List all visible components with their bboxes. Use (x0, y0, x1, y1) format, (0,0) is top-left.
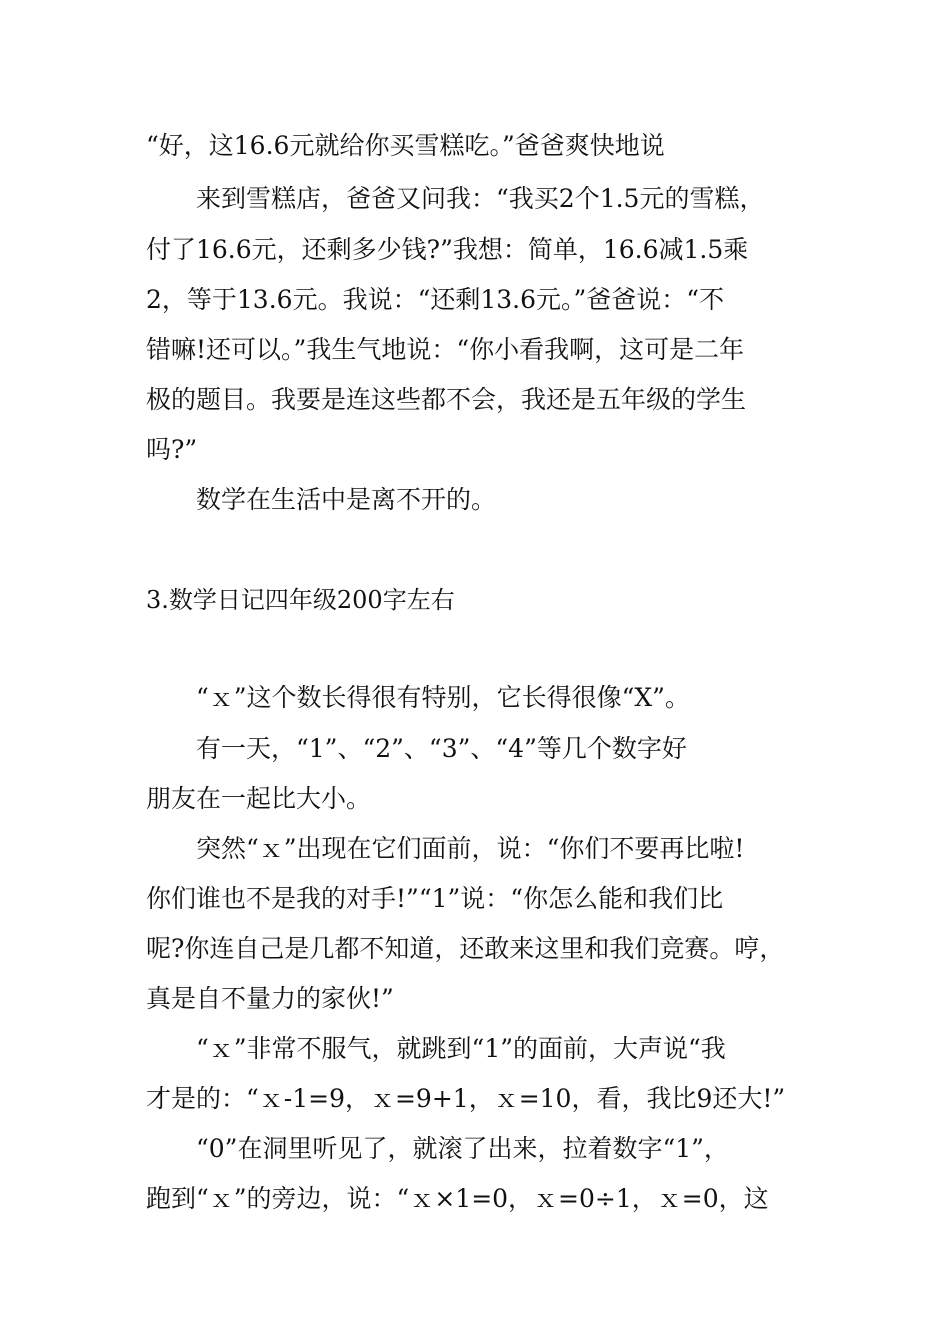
paragraph-line: 来到雪糕店，爸爸又问我：“我买2个1.5元的雪糕， (196, 184, 765, 213)
paragraph-line: 才是的：“ｘ-1=9，ｘ=9+1，ｘ=10，看，我比9还大!” (146, 1084, 786, 1113)
paragraph-line: 你们谁也不是我的对手!”“1”说：“你怎么能和我们比 (146, 884, 724, 913)
paragraph-line: 突然“ｘ”出现在它们面前，说：“你们不要再比啦! (196, 834, 745, 863)
paragraph-line: 付了16.6元，还剩多少钱?”我想：简单，16.6减1.5乘 (146, 235, 749, 264)
paragraph-line: 朋友在一起比大小。 (146, 784, 372, 813)
paragraph-line: 真是自不量力的家伙!” (146, 984, 394, 1013)
paragraph-line: “好，这16.6元就给你买雪糕吃。”爸爸爽快地说 (146, 131, 665, 160)
paragraph-line: “0”在洞里听见了，就滚了出来，拉着数字“1”， (196, 1134, 729, 1163)
paragraph-line: “ｘ”非常不服气，就跳到“1”的面前，大声说“我 (196, 1034, 726, 1063)
paragraph-line: 2，等于13.6元。我说：“还剩13.6元。”爸爸说：“不 (146, 285, 725, 314)
section-heading: 3.数学日记四年级200字左右 (146, 586, 455, 614)
paragraph-line: 错嘛!还可以。”我生气地说：“你小看我啊，这可是二年 (146, 335, 745, 364)
paragraph-line: 极的题目。我要是连这些都不会，我还是五年级的学生 (146, 385, 747, 414)
paragraph-line: 跑到“ｘ”的旁边，说：“ｘ×1=0，ｘ=0÷1，ｘ=0，这 (146, 1184, 769, 1213)
paragraph-line: 有一天，“1”、“2”、“3”、“4”等几个数字好 (196, 734, 687, 763)
paragraph-line: “ｘ”这个数长得很有特别，它长得很像“X”。 (196, 683, 690, 712)
paragraph-line: 呢?你连自己是几都不知道，还敢来这里和我们竞赛。哼， (146, 934, 785, 963)
paragraph-line: 吗?” (146, 435, 198, 464)
paragraph-line: 数学在生活中是离不开的。 (196, 485, 497, 514)
